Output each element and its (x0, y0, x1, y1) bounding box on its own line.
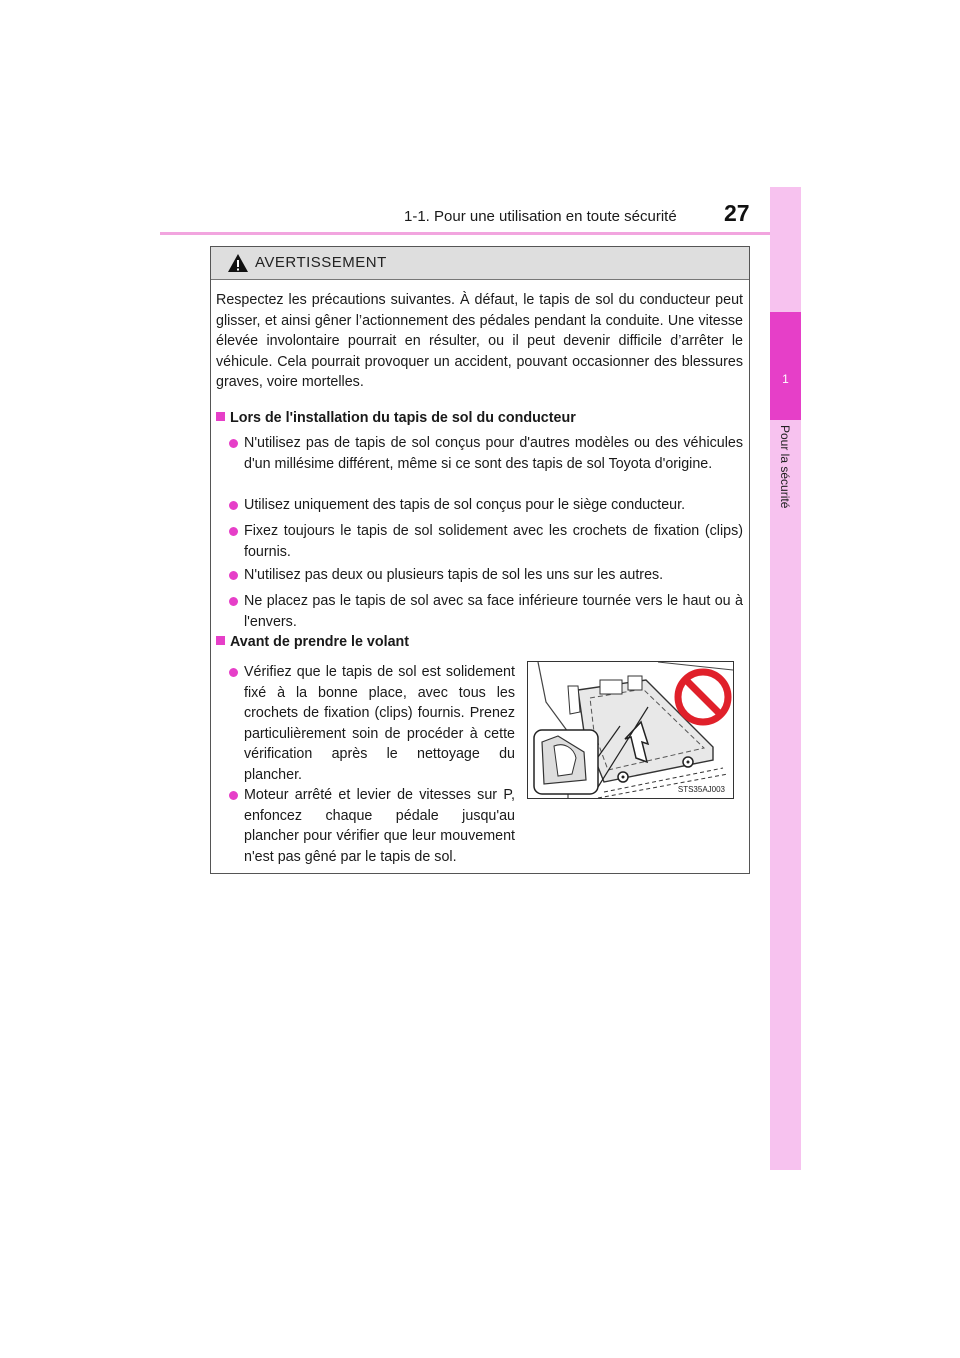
section-header: 1-1. Pour une utilisation en toute sécurité (404, 208, 677, 225)
bullet-dot-icon (229, 791, 238, 800)
chapter-number: 1 (782, 372, 789, 386)
square-bullet-icon (216, 636, 225, 645)
bullet-dot-icon (229, 597, 238, 606)
bullet-dot-icon (229, 501, 238, 510)
page-number: 27 (724, 200, 750, 226)
header-rule (160, 232, 800, 235)
list-item: Moteur arrêté et levier de vitesses sur P, enfoncez chaque pédale jusqu'au plancher pour vérifier que leur mouvement n'est pas gêné par le tapis de sol. (229, 785, 515, 867)
chapter-number-tab (770, 312, 801, 420)
figure-code: STS35AJ003 (677, 785, 725, 794)
warning-triangle-icon (227, 253, 249, 273)
bullet-dot-icon (229, 668, 238, 677)
square-bullet-icon (216, 412, 225, 421)
list-item: Utilisez uniquement des tapis de sol conçus pour le siège conducteur. (229, 495, 743, 516)
list-item: Fixez toujours le tapis de sol solidement avec les crochets de fixation (clips) fournis. (229, 521, 743, 562)
list-item: N'utilisez pas de tapis de sol conçus pour d'autres modèles ou des véhicules d'un millésime différent, même si ce sont des tapis de sol Toyota d'origine. (229, 433, 743, 474)
floor-mat-drawing (528, 662, 733, 798)
warning-intro: Respectez les précautions suivantes. À défaut, le tapis de sol du conducteur peut glisser, et ainsi gêner l’actionnement des pédales pendant la conduite. Une vitesse élevée involontaire pourrait en résulter, ou il peut devenir difficile d’arrêter le véhicule. Cela pourrait provoquer un accident, pouvant occasionner des blessures graves, voire mortelles. (216, 292, 743, 390)
list-item: N'utilisez pas deux ou plusieurs tapis de sol les uns sur les autres. (229, 565, 743, 586)
warning-header (211, 247, 749, 280)
warning-title: AVERTISSEMENT (255, 254, 387, 271)
chapter-label: Pour la sécurité (778, 425, 792, 509)
list-item: Vérifiez que le tapis de sol est solidement fixé à la bonne place, avec tous les crochets de fixation (clips) fournis. Prenez particulièrement soin de procéder à cette vérification après le nettoyage du plancher. (229, 662, 515, 785)
bullet-dot-icon (229, 439, 238, 448)
floor-mat-illustration (527, 661, 734, 799)
section-heading-before-driving: Avant de prendre le volant (216, 632, 409, 653)
section-heading-installation: Lors de l'installation du tapis de sol du conducteur (216, 408, 576, 429)
bullet-dot-icon (229, 571, 238, 580)
list-item: Ne placez pas le tapis de sol avec sa face inférieure tournée vers le haut ou à l'envers. (229, 591, 743, 632)
chapter-label-area (770, 425, 801, 555)
bullet-dot-icon (229, 527, 238, 536)
